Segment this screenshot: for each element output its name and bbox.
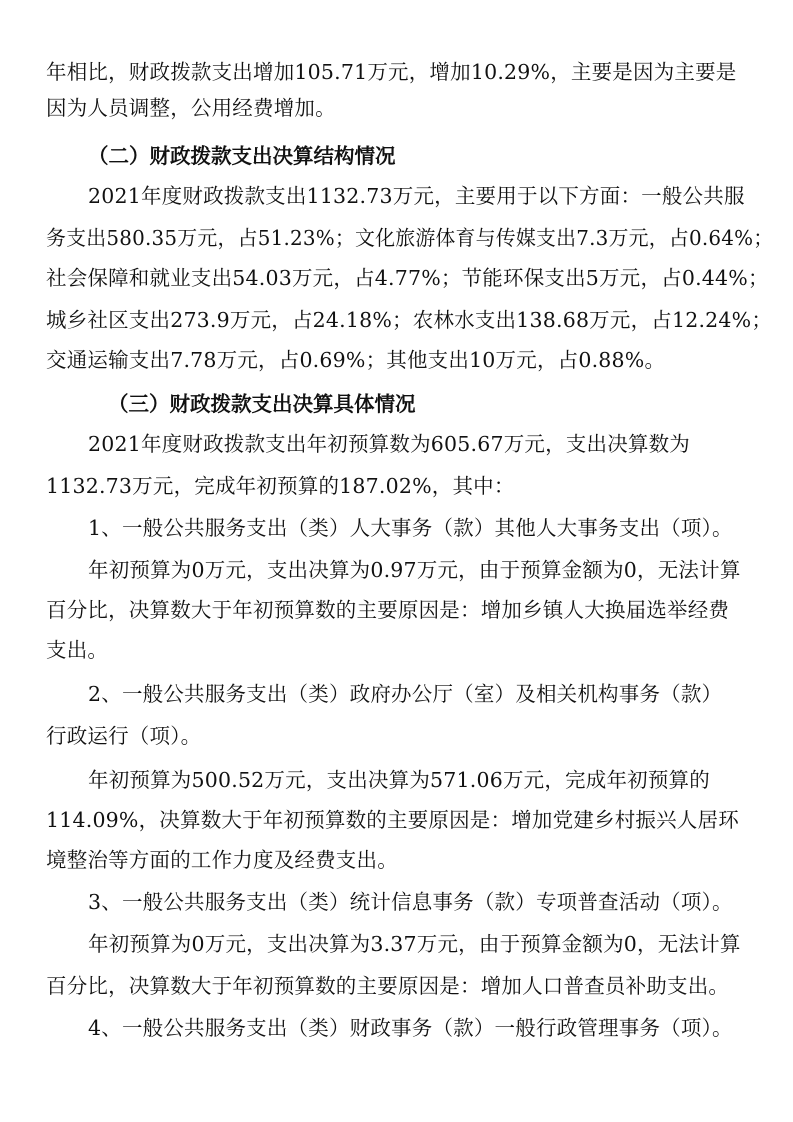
paragraph-line: 年初预算为0万元，支出决算为0.97万元，由于预算金额为0，无法计算 (88, 558, 741, 582)
paragraph-line: 3、一般公共服务支出（类）统计信息事务（款）专项普查活动（项）。 (88, 890, 733, 914)
paragraph-line: 因为人员调整，公用经费增加。 (46, 96, 336, 120)
paragraph-line: 支出。 (46, 638, 109, 662)
paragraph-line: 行政运行（项）。 (46, 724, 202, 748)
paragraph-line: 社会保障和就业支出54.03万元，占4.77%；节能环保支出5万元，占0.44%； (46, 266, 769, 290)
paragraph-line: 1132.73万元，完成年初预算的187.02%，其中： (46, 474, 515, 498)
paragraph-line: 2021年度财政拨款支出1132.73万元，主要用于以下方面：一般公共服 (88, 184, 745, 208)
section-heading-2: （二）财政拨款支出决算结构情况 (88, 144, 396, 168)
paragraph-line: 年初预算为0万元，支出决算为3.37万元，由于预算金额为0，无法计算 (88, 932, 741, 956)
paragraph-line: 114.09%，决算数大于年初预算数的主要原因是：增加党建乡村振兴人居环 (46, 808, 739, 832)
paragraph-line: 年初预算为500.52万元，支出决算为571.06万元，完成年初预算的 (88, 768, 710, 792)
paragraph-line: 年相比，财政拨款支出增加105.71万元，增加10.29%，主要是因为主要是 (46, 60, 737, 84)
paragraph-line: 交通运输支出7.78万元，占0.69%；其他支出10万元，占0.88%。 (46, 348, 666, 372)
section-heading-3: （三）财政拨款支出决算具体情况 (108, 392, 416, 416)
paragraph-line: 4、一般公共服务支出（类）财政事务（款）一般行政管理事务（项）。 (88, 1016, 733, 1040)
paragraph-line: 2021年度财政拨款支出年初预算数为605.67万元，支出决算数为 (88, 432, 690, 456)
paragraph-line: 百分比，决算数大于年初预算数的主要原因是：增加人口普查员补助支出。 (46, 974, 730, 998)
paragraph-line: 务支出580.35万元，占51.23%；文化旅游体育与传媒支出7.3万元，占0.64%； (46, 226, 774, 250)
paragraph-line: 2、一般公共服务支出（类）政府办公厅（室）及相关机构事务（款） (88, 682, 723, 706)
paragraph-line: 境整治等方面的工作力度及经费支出。 (46, 848, 398, 872)
paragraph-line: 1、一般公共服务支出（类）人大事务（款）其他人大事务支出（项）。 (88, 516, 733, 540)
paragraph-line: 百分比，决算数大于年初预算数的主要原因是：增加乡镇人大换届选举经费 (46, 598, 730, 622)
paragraph-line: 城乡社区支出273.9万元，占24.18%；农林水支出138.68万元，占12.24%； (46, 308, 773, 332)
